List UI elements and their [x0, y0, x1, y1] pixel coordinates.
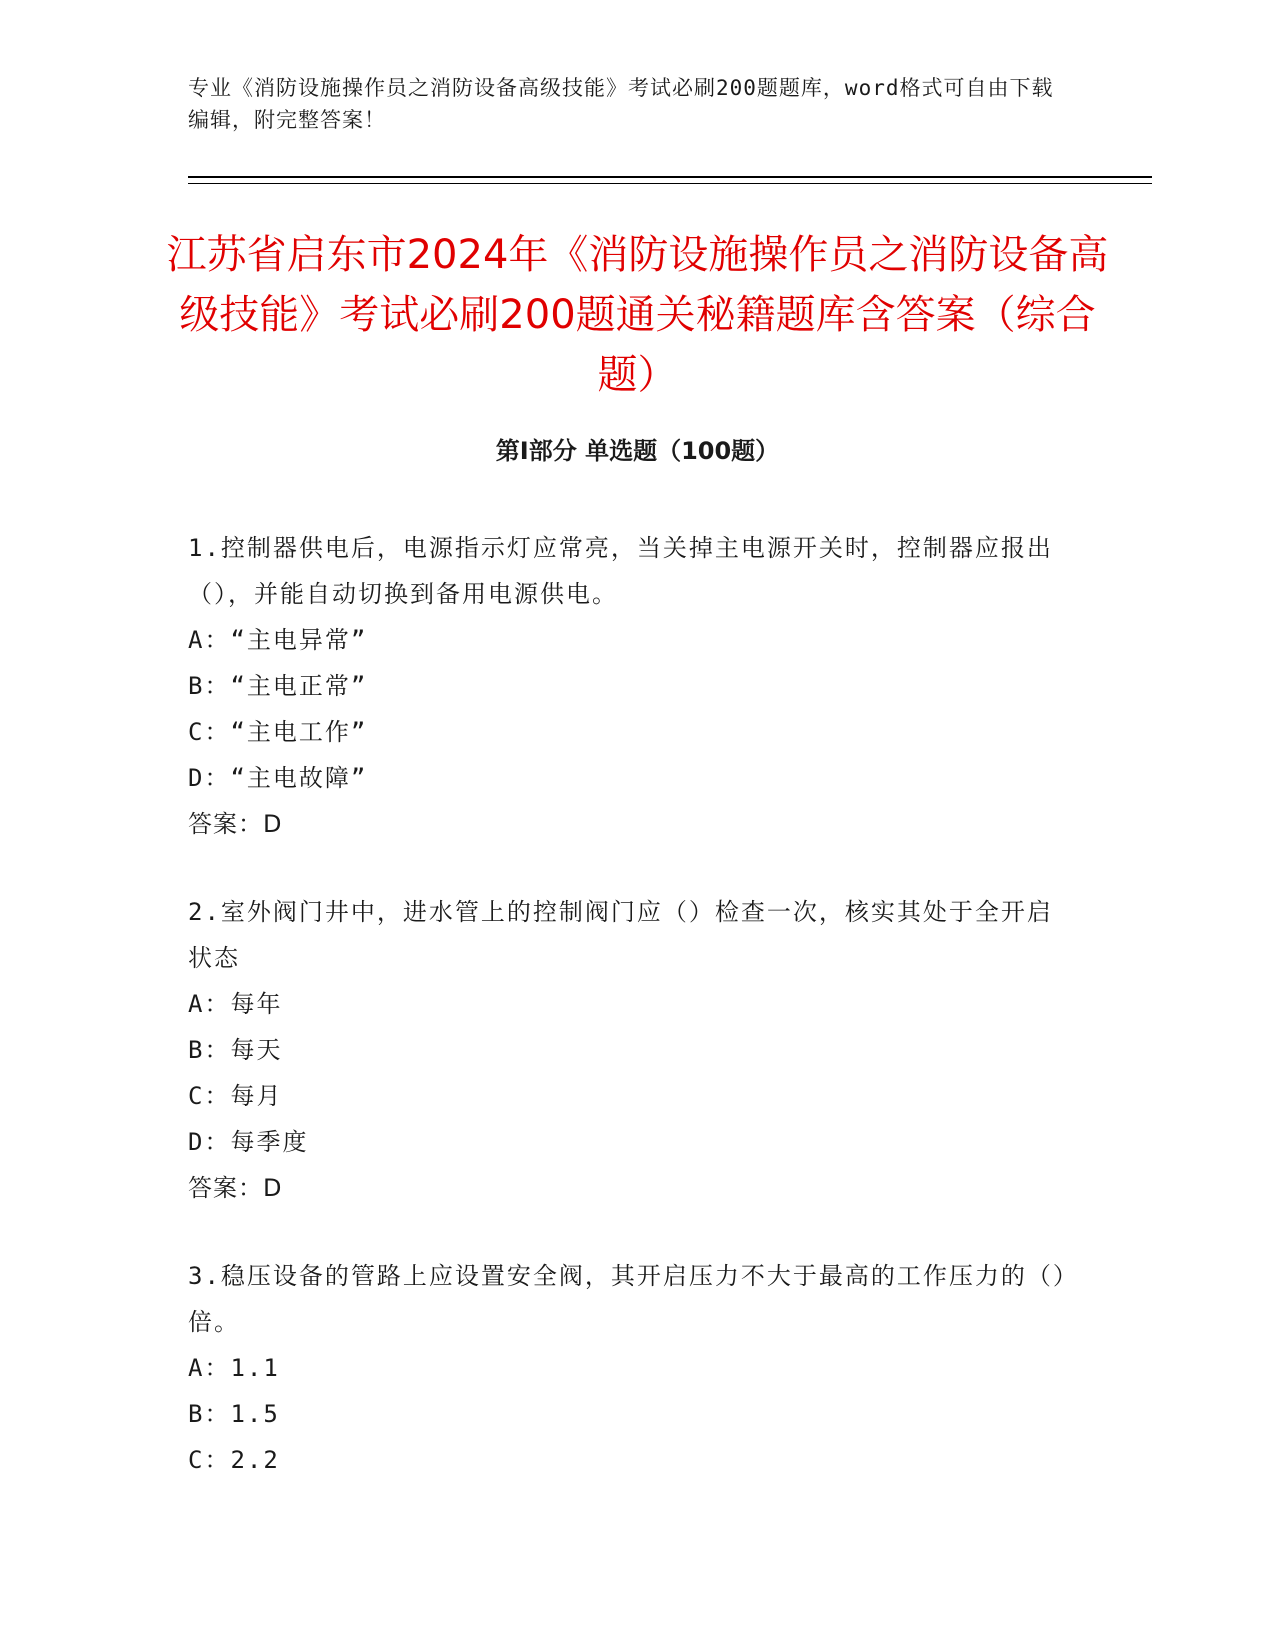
- header-rule-thick: [188, 176, 1152, 178]
- header-rule-thin: [188, 183, 1152, 184]
- document-title: 江苏省启东市2024年《消防设施操作员之消防设备高级技能》考试必刷200题通关秘籍题库含答案（综合题）: [166, 232, 1109, 398]
- answer-label: 答案：D: [188, 810, 283, 838]
- question-list: [188, 525, 1068, 1525]
- question-stem: 1.控制器供电后，电源指示灯应常亮，当关掉主电源开关时，控制器应报出（），并能自动切换到备用电源供电。: [188, 534, 1053, 608]
- question-stem: 3.稳压设备的管路上应设置安全阀，其开启压力不大于最高的工作压力的（）倍。: [188, 1262, 1067, 1336]
- option-b: B：每天: [188, 1036, 283, 1064]
- option-c: C：“主电工作”: [188, 718, 368, 746]
- document-header-note: 专业《消防设施操作员之消防设备高级技能》考试必刷200题题库，word格式可自由下载编辑，附完整答案！: [188, 76, 1054, 132]
- section-title: 第Ⅰ部分 单选题（100题）: [495, 437, 780, 465]
- question-item: [188, 1253, 1068, 1483]
- option-d: D：每季度: [188, 1128, 309, 1156]
- question-item: [188, 525, 1068, 847]
- option-d: D：“主电故障”: [188, 764, 368, 792]
- option-b: B：1.5: [188, 1400, 280, 1428]
- option-a: A：每年: [188, 990, 283, 1018]
- option-b: B：“主电正常”: [188, 672, 368, 700]
- option-a: A：“主电异常”: [188, 626, 368, 654]
- option-a: A：1.1: [188, 1354, 280, 1382]
- option-c: C：2.2: [188, 1446, 280, 1474]
- option-c: C：每月: [188, 1082, 283, 1110]
- answer-label: 答案：D: [188, 1174, 283, 1202]
- question-stem: 2.室外阀门井中，进水管上的控制阀门应（）检查一次，核实其处于全开启状态: [188, 898, 1053, 972]
- question-item: [188, 889, 1068, 1211]
